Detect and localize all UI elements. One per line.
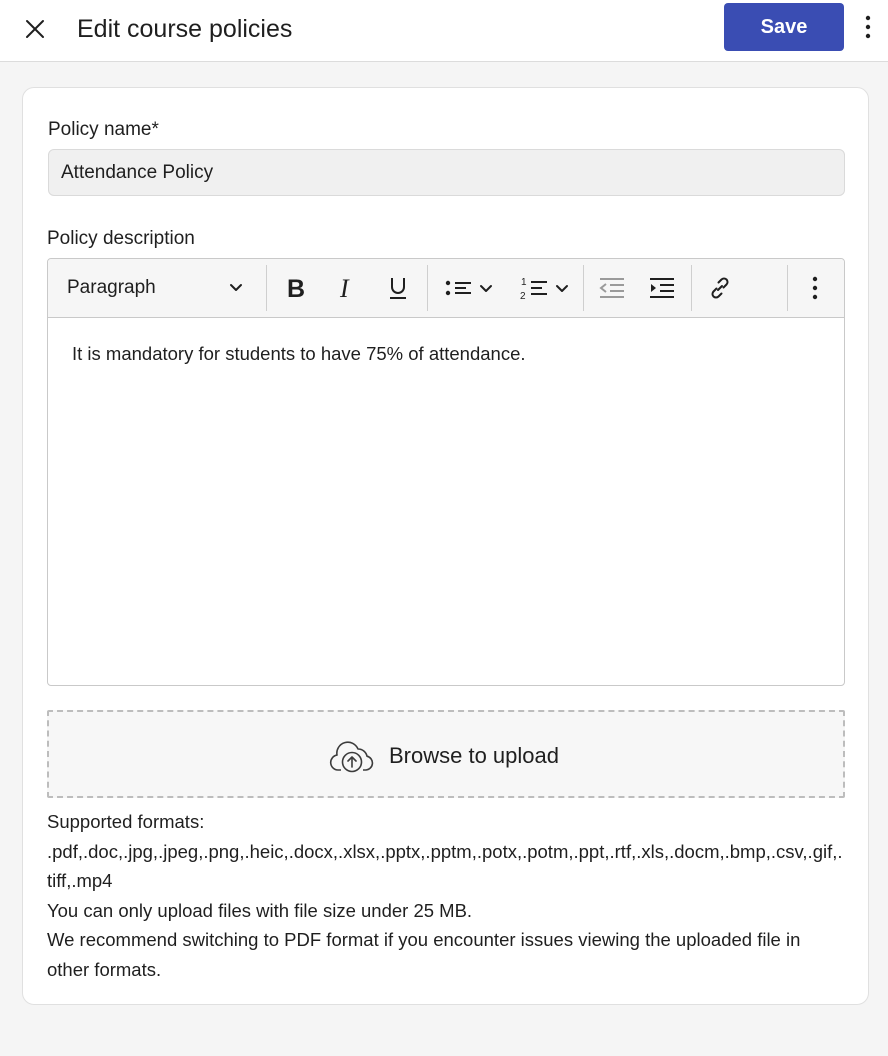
numbered-list-icon xyxy=(520,275,550,301)
policy-name-input[interactable] xyxy=(48,149,845,196)
policy-name-label xyxy=(48,118,159,142)
editor-content[interactable]: It is mandatory for students to have 75% of attendance. xyxy=(72,343,526,364)
more-vertical-icon xyxy=(812,276,818,300)
file-size-note: You can only upload files with file size under 25 MB. xyxy=(47,899,473,921)
underline-button[interactable] xyxy=(380,267,416,309)
page-title: Edit course policies xyxy=(77,15,293,43)
svg-text:I: I xyxy=(340,276,349,300)
link-icon xyxy=(707,275,733,301)
svg-text:2: 2 xyxy=(520,291,526,301)
policy-form-card xyxy=(22,87,869,1005)
indent-button[interactable] xyxy=(642,267,682,309)
underline-icon xyxy=(387,275,409,301)
svg-text:1: 1 xyxy=(521,277,527,288)
close-button[interactable] xyxy=(20,14,50,44)
indent-icon xyxy=(648,276,676,300)
paragraph-format-value: Paragraph xyxy=(67,277,156,298)
toolbar-divider xyxy=(427,265,428,311)
editor-toolbar xyxy=(48,259,844,318)
toolbar-divider xyxy=(266,265,267,311)
numbered-list-dropdown[interactable] xyxy=(512,267,578,309)
svg-text:B: B xyxy=(287,276,306,300)
cloud-upload-icon xyxy=(329,739,375,773)
paragraph-format-dropdown[interactable] xyxy=(56,267,256,309)
policy-description-label: Policy description xyxy=(47,228,195,249)
italic-icon xyxy=(337,276,357,300)
upload-dropzone[interactable] xyxy=(47,710,845,798)
upload-button[interactable] xyxy=(329,736,559,776)
more-formatting-button[interactable] xyxy=(800,267,830,309)
chevron-down-icon xyxy=(228,279,244,295)
supported-formats-list: .pdf,.doc,.jpg,.jpeg,.png,.heic,.docx,.xlsx,.pptx,.pptm,.potx,.potm,.ppt,.rtf,.xls,.docm,.bmp,.csv,.gif,.tiff,.mp4 xyxy=(47,840,843,891)
outdent-icon xyxy=(598,276,626,300)
pdf-recommendation-note: We recommend switching to PDF format if you encounter issues viewing the uploaded file in other formats. xyxy=(47,929,801,980)
insert-link-button[interactable] xyxy=(700,267,740,309)
italic-button[interactable] xyxy=(329,267,365,309)
bulleted-list-icon xyxy=(444,276,474,300)
bold-icon xyxy=(285,276,307,300)
upload-info xyxy=(47,807,847,984)
required-marker: * xyxy=(151,119,159,140)
chevron-down-icon xyxy=(478,280,494,296)
toolbar-divider xyxy=(583,265,584,311)
outdent-button[interactable] xyxy=(592,267,632,309)
upload-label: Browse to upload xyxy=(389,743,559,768)
toolbar-divider xyxy=(691,265,692,311)
close-icon xyxy=(24,18,46,40)
chevron-down-icon xyxy=(554,280,570,296)
bulleted-list-dropdown[interactable] xyxy=(436,267,502,309)
more-vertical-icon xyxy=(865,15,871,39)
toolbar-divider xyxy=(787,265,788,311)
policy-name-label-text: Policy name xyxy=(48,119,152,140)
save-button[interactable]: Save xyxy=(724,3,844,51)
top-bar xyxy=(0,0,888,62)
rich-text-editor xyxy=(47,258,845,686)
bold-button[interactable] xyxy=(278,267,314,309)
supported-formats-label: Supported formats: xyxy=(47,811,205,832)
more-options-button[interactable] xyxy=(856,10,880,44)
